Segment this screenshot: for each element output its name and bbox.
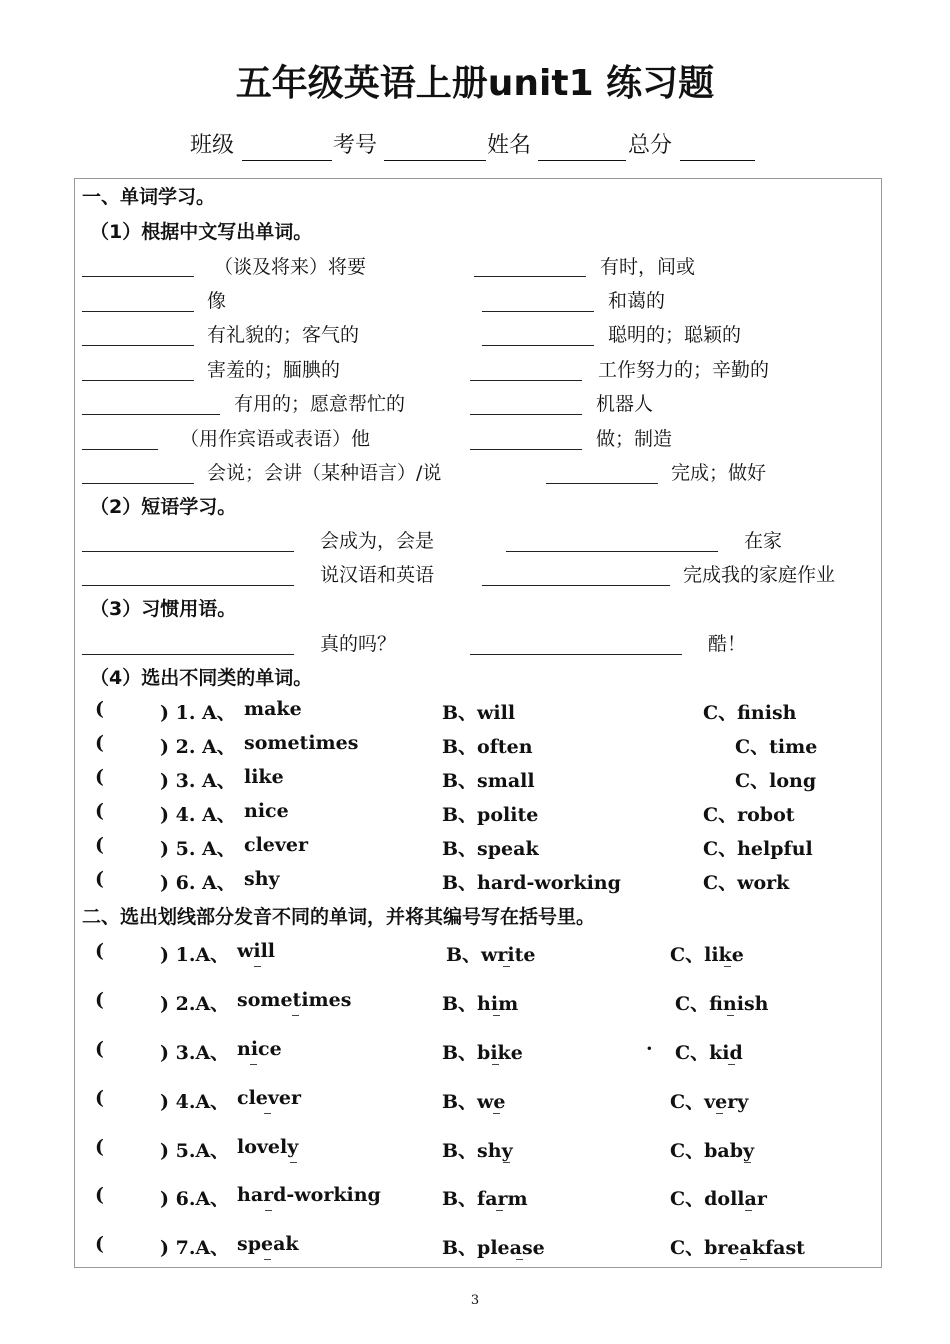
question-number: ) 2.A、 xyxy=(160,993,230,1015)
option-c: C、long xyxy=(735,770,817,792)
question-number: ) 5. A、 xyxy=(160,838,236,860)
answer-blank[interactable] xyxy=(82,311,194,312)
answer-paren[interactable]: ( xyxy=(95,989,104,1011)
word-prompt: （谈及将来）将要 xyxy=(214,256,367,278)
answer-paren[interactable]: ( xyxy=(95,834,104,856)
sound-underline xyxy=(516,1259,523,1260)
option-b: B、him xyxy=(442,993,519,1015)
answer-blank[interactable] xyxy=(82,414,220,415)
answer-blank[interactable] xyxy=(82,345,194,346)
sound-underline xyxy=(492,1064,499,1065)
phrase-prompt: 在家 xyxy=(744,530,783,552)
answer-paren[interactable]: ( xyxy=(95,1136,104,1158)
expression-prompt: 真的吗？ xyxy=(320,633,397,655)
sound-underline xyxy=(264,1113,271,1114)
answer-blank[interactable] xyxy=(506,551,718,552)
option-c: C、dollar xyxy=(670,1188,767,1210)
option-b: B、polite xyxy=(442,804,539,826)
sound-underline xyxy=(265,1210,272,1211)
option-a: clever xyxy=(237,1087,302,1109)
option-a: speak xyxy=(237,1233,299,1255)
answer-blank[interactable] xyxy=(470,380,582,381)
option-a: hard-working xyxy=(237,1184,381,1206)
answer-paren[interactable]: ( xyxy=(95,868,104,890)
answer-blank[interactable] xyxy=(82,380,194,381)
answer-blank[interactable] xyxy=(482,345,594,346)
option-b: B、small xyxy=(442,770,535,792)
answer-paren[interactable]: ( xyxy=(95,1038,104,1060)
sound-underline xyxy=(740,1259,747,1260)
answer-blank[interactable] xyxy=(82,585,294,586)
expression-prompt: 酷！ xyxy=(708,633,747,655)
word-prompt: 机器人 xyxy=(596,393,654,415)
section1-heading: 一、单词学习。 xyxy=(82,186,216,208)
option-c: C、baby xyxy=(670,1140,755,1162)
word-prompt: 会说；会讲（某种语言）/说 xyxy=(207,462,442,484)
number-label: 考号 xyxy=(333,133,378,158)
sound-underline xyxy=(264,1259,271,1260)
sound-underline xyxy=(290,1162,297,1163)
part3-heading: （3）习惯用语。 xyxy=(90,598,237,620)
word-prompt: 有时，间或 xyxy=(600,256,696,278)
option-b: B、hard-working xyxy=(442,872,621,894)
option-a: like xyxy=(244,766,284,788)
question-number: ) 2. A、 xyxy=(160,736,236,758)
word-prompt: 像 xyxy=(207,290,227,312)
answer-paren[interactable]: ( xyxy=(95,766,104,788)
question-number: ) 6.A、 xyxy=(160,1188,230,1210)
answer-paren[interactable]: ( xyxy=(95,940,104,962)
sound-underline xyxy=(292,1015,299,1016)
sound-underline xyxy=(728,1064,735,1065)
option-c: C、time xyxy=(735,736,818,758)
word-prompt: 聪明的；聪颖的 xyxy=(608,324,742,346)
option-c: C、finish xyxy=(703,702,797,724)
class-label: 班级 xyxy=(190,133,235,158)
answer-paren[interactable]: ( xyxy=(95,800,104,822)
answer-blank[interactable] xyxy=(82,654,294,655)
answer-blank[interactable] xyxy=(474,276,586,277)
question-number: ) 4. A、 xyxy=(160,804,236,826)
option-b: B、we xyxy=(442,1091,506,1113)
option-b: B、shy xyxy=(442,1140,513,1162)
question-number: ) 1.A、 xyxy=(160,944,230,966)
option-b: B、write xyxy=(446,944,536,966)
answer-paren[interactable]: ( xyxy=(95,698,104,720)
class-blank[interactable] xyxy=(242,160,332,161)
sound-underline xyxy=(254,966,261,967)
question-number: ) 4.A、 xyxy=(160,1091,230,1113)
answer-paren[interactable]: ( xyxy=(95,732,104,754)
question-number: ) 6. A、 xyxy=(160,872,236,894)
word-prompt: 做；制造 xyxy=(596,428,673,450)
option-b: B、please xyxy=(442,1237,545,1259)
option-a: sometimes xyxy=(237,989,352,1011)
page-title: 五年级英语上册unit1 练习题 xyxy=(235,63,715,104)
option-a: nice xyxy=(244,800,289,822)
word-prompt: （用作宾语或表语）他 xyxy=(180,428,371,450)
sound-underline xyxy=(503,1162,510,1163)
name-label: 姓名 xyxy=(487,133,532,158)
answer-paren[interactable]: ( xyxy=(95,1184,104,1206)
word-prompt: 工作努力的；辛勤的 xyxy=(598,359,770,381)
name-blank[interactable] xyxy=(538,160,626,161)
question-number: ) 3. A、 xyxy=(160,770,236,792)
sound-underline xyxy=(745,1210,752,1211)
part2-heading: （2）短语学习。 xyxy=(90,496,237,518)
question-number: ) 3.A、 xyxy=(160,1042,230,1064)
option-a: shy xyxy=(244,868,280,890)
option-c: C、robot xyxy=(703,804,795,826)
answer-blank[interactable] xyxy=(482,585,670,586)
answer-blank[interactable] xyxy=(470,414,582,415)
sound-underline xyxy=(744,1162,751,1163)
score-label: 总分 xyxy=(628,133,673,158)
option-c: C、work xyxy=(703,872,790,894)
word-prompt: 有用的；愿意帮忙的 xyxy=(234,393,406,415)
sound-underline xyxy=(724,966,731,967)
question-number: ) 5.A、 xyxy=(160,1140,230,1162)
option-b: B、often xyxy=(442,736,533,758)
phrase-prompt: 会成为，会是 xyxy=(320,530,435,552)
word-prompt: 害羞的；腼腆的 xyxy=(207,359,341,381)
page-number: 3 xyxy=(470,1293,480,1308)
phrase-prompt: 完成我的家庭作业 xyxy=(683,564,836,586)
stray-dot: · xyxy=(646,1038,653,1060)
answer-blank[interactable] xyxy=(82,449,158,450)
sound-underline xyxy=(250,1064,257,1065)
number-blank[interactable] xyxy=(384,160,486,161)
sound-underline xyxy=(496,1210,503,1211)
option-c: C、like xyxy=(670,944,744,966)
option-a: sometimes xyxy=(244,732,359,754)
answer-paren[interactable]: ( xyxy=(95,1087,104,1109)
option-b: B、speak xyxy=(442,838,539,860)
sound-underline xyxy=(503,966,510,967)
option-b: B、farm xyxy=(442,1188,528,1210)
question-number: ) 7.A、 xyxy=(160,1237,230,1259)
option-a: nice xyxy=(237,1038,282,1060)
option-c: C、finish xyxy=(675,993,769,1015)
option-b: B、bike xyxy=(442,1042,523,1064)
question-number: ) 1. A、 xyxy=(160,702,236,724)
sound-underline xyxy=(493,1015,500,1016)
score-blank[interactable] xyxy=(680,160,755,161)
word-prompt: 和蔼的 xyxy=(608,290,666,312)
option-c: C、very xyxy=(670,1091,749,1113)
answer-paren[interactable]: ( xyxy=(95,1233,104,1255)
option-c: C、helpful xyxy=(703,838,813,860)
word-prompt: 完成；做好 xyxy=(671,462,767,484)
option-a: clever xyxy=(244,834,309,856)
option-a: make xyxy=(244,698,302,720)
option-c: C、breakfast xyxy=(670,1237,805,1259)
option-b: B、will xyxy=(442,702,516,724)
answer-blank[interactable] xyxy=(470,449,582,450)
answer-blank[interactable] xyxy=(82,483,194,484)
option-c: C、kid xyxy=(675,1042,743,1064)
phrase-prompt: 说汉语和英语 xyxy=(320,564,435,586)
option-a: lovely xyxy=(237,1136,299,1158)
part1-heading: （1）根据中文写出单词。 xyxy=(90,221,313,243)
answer-blank[interactable] xyxy=(482,311,594,312)
word-prompt: 有礼貌的；客气的 xyxy=(207,324,360,346)
answer-blank[interactable] xyxy=(546,483,658,484)
option-a: will xyxy=(237,940,276,962)
part4-heading: （4）选出不同类的单词。 xyxy=(90,667,313,689)
section2-heading: 二、选出划线部分发音不同的单词，并将其编号写在括号里。 xyxy=(82,906,596,928)
sound-underline xyxy=(727,1015,734,1016)
sound-underline xyxy=(716,1113,723,1114)
sound-underline xyxy=(493,1113,500,1114)
answer-blank[interactable] xyxy=(82,551,294,552)
answer-blank[interactable] xyxy=(470,654,682,655)
answer-blank[interactable] xyxy=(82,276,194,277)
